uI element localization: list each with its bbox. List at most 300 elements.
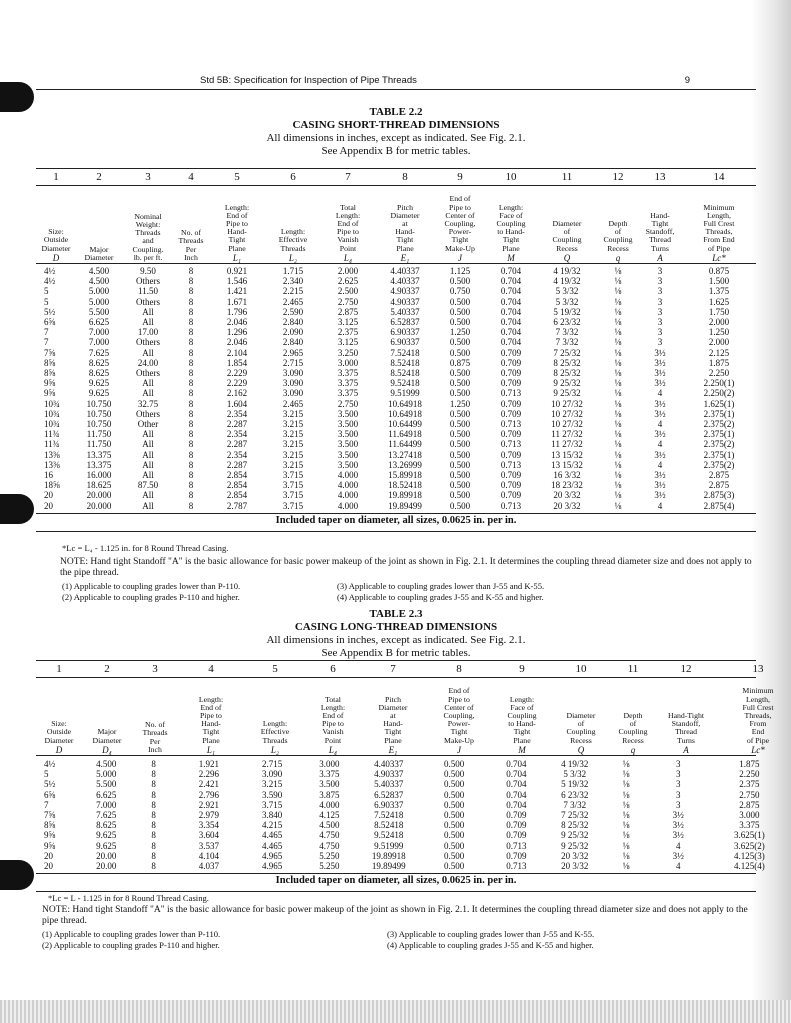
table-cell: 10¾ bbox=[44, 408, 60, 419]
table-cell: 1.421 bbox=[226, 286, 248, 297]
column-number: 13 bbox=[654, 171, 666, 183]
table-cell: 3.875 bbox=[319, 789, 340, 800]
table-cell: 6.90337 bbox=[374, 799, 404, 810]
table-cell: Others bbox=[136, 368, 160, 379]
table-cell: 0.875 bbox=[449, 357, 471, 368]
table-cell: 20 3/32 bbox=[553, 490, 581, 501]
table-cell: All bbox=[142, 347, 154, 358]
table-cell: 0.709 bbox=[506, 820, 527, 831]
table-cell: All bbox=[142, 388, 154, 399]
table-row bbox=[36, 429, 756, 439]
table-cell: ⅛ bbox=[614, 449, 622, 460]
table-2-2-metric-note: See Appendix B for metric tables. bbox=[321, 145, 471, 157]
table-cell: 1.750 bbox=[708, 306, 730, 317]
table-cell: 6 23/32 bbox=[561, 789, 589, 800]
table-cell: 4 bbox=[657, 459, 663, 470]
table-2-2-colnum-rule bbox=[36, 185, 756, 186]
table-cell: 16 bbox=[44, 470, 53, 481]
table-cell: 2.500 bbox=[337, 286, 359, 297]
table-cell: 2.840 bbox=[282, 317, 304, 328]
column-header-symbol: D bbox=[55, 744, 63, 755]
column-header-symbol: J bbox=[457, 252, 462, 263]
table-cell: 10 27/32 bbox=[551, 419, 583, 430]
table-cell: 2.287 bbox=[226, 459, 248, 470]
table-cell: 6.625 bbox=[96, 789, 117, 800]
table-cell: 2.921 bbox=[198, 799, 219, 810]
column-header-symbol: Q bbox=[577, 744, 585, 755]
table-cell: All bbox=[142, 429, 154, 440]
table-2-2-subtitle: All dimensions in inches, except as indicated. See Fig. 2.1. bbox=[266, 132, 526, 144]
table-cell: 2.375(1) bbox=[703, 408, 735, 419]
table-cell: 4.125 bbox=[319, 810, 340, 821]
table-cell: 4½ bbox=[44, 276, 56, 287]
table-2-2-footnote-3: (3) Applicable to coupling grades lower than J-55 and K-55. bbox=[337, 581, 545, 591]
column-header-symbol: L₁ bbox=[232, 252, 242, 263]
table-cell: 3½ bbox=[654, 378, 666, 389]
table-cell: 7 bbox=[44, 327, 49, 338]
column-header bbox=[566, 712, 595, 754]
table-cell: 0.704 bbox=[500, 337, 522, 348]
table-row bbox=[36, 388, 756, 398]
table-cell: 5.000 bbox=[88, 286, 110, 297]
table-cell: 11.64499 bbox=[388, 439, 422, 450]
table-cell: 0.500 bbox=[449, 439, 471, 450]
table-cell: 3.500 bbox=[337, 459, 359, 470]
table-cell: 0.500 bbox=[443, 850, 465, 861]
table-cell: 8 bbox=[151, 830, 156, 841]
table-cell: 8 bbox=[188, 327, 194, 338]
table-cell: 1.875 bbox=[708, 357, 730, 368]
column-number: 11 bbox=[627, 663, 639, 675]
table-2-3-colnum-rule bbox=[36, 677, 756, 678]
table-row bbox=[36, 460, 756, 470]
table-row bbox=[36, 348, 756, 358]
table-cell: 20.00 bbox=[96, 861, 117, 872]
table-row bbox=[36, 501, 756, 511]
table-cell: 0.704 bbox=[506, 769, 527, 780]
table-cell: 2.750 bbox=[337, 296, 359, 307]
table-cell: 0.709 bbox=[500, 398, 522, 409]
table-cell: 3.715 bbox=[282, 490, 304, 501]
table-cell: 0.500 bbox=[443, 769, 465, 780]
table-cell: 2.375(2) bbox=[703, 459, 735, 470]
column-header bbox=[646, 212, 675, 262]
table-cell: 4.000 bbox=[319, 799, 340, 810]
table-2-2-label: TABLE 2.2 bbox=[369, 106, 423, 118]
column-header bbox=[703, 204, 734, 262]
table-cell: 10 27/32 bbox=[551, 398, 583, 409]
column-number: 3 bbox=[145, 171, 151, 183]
table-cell: 0.709 bbox=[500, 490, 522, 501]
table-cell: 3.090 bbox=[282, 368, 304, 379]
table-cell: 4.037 bbox=[198, 861, 219, 872]
table-cell: 0.500 bbox=[449, 347, 471, 358]
column-header-text: Hand- Tight Standoff, Thread Turns bbox=[645, 210, 675, 253]
column-header-symbol: L₄ bbox=[328, 744, 338, 755]
table-cell: 2.750 bbox=[337, 398, 359, 409]
table-cell: 6.625 bbox=[88, 317, 110, 328]
table-2-2-top-rule bbox=[36, 168, 756, 169]
table-2-3-footnote-4: (4) Applicable to coupling grades J-55 and K-55 and higher. bbox=[387, 940, 594, 950]
column-header-text: Depth of Coupling Recess bbox=[618, 710, 648, 745]
table-row bbox=[36, 769, 791, 779]
table-cell: 8 25/32 bbox=[553, 368, 581, 379]
table-cell: 4.000 bbox=[337, 500, 359, 511]
table-cell: 0.500 bbox=[449, 306, 471, 317]
column-header bbox=[92, 728, 121, 754]
column-header-text: End of Pipe to Center of Coupling, Power- Tight Make-Up bbox=[443, 686, 475, 745]
page-number: 9 bbox=[684, 75, 690, 86]
table-row bbox=[36, 276, 756, 286]
column-number: 3 bbox=[152, 663, 158, 675]
table-cell: 0.709 bbox=[500, 470, 522, 481]
table-cell: 3.354 bbox=[198, 820, 219, 831]
table-cell: 0.500 bbox=[449, 276, 471, 287]
table-cell: ⅛ bbox=[614, 388, 622, 399]
column-header bbox=[668, 712, 704, 754]
table-cell: 3.715 bbox=[261, 799, 283, 810]
column-header bbox=[321, 696, 345, 754]
table-cell: 0.709 bbox=[500, 368, 522, 379]
table-cell: 2.750 bbox=[739, 789, 760, 800]
table-cell: ⅛ bbox=[622, 850, 630, 861]
table-2-2-header-row bbox=[36, 188, 756, 262]
table-cell: 9 25/32 bbox=[561, 830, 589, 841]
table-cell: 2.375(1) bbox=[703, 449, 735, 460]
column-header-text: Total Length: End of Pipe to Vanish Point bbox=[320, 694, 346, 745]
table-cell: ⅛ bbox=[614, 306, 622, 317]
table-cell: 4.000 bbox=[337, 490, 359, 501]
table-cell: 20 3/32 bbox=[553, 500, 581, 511]
table-cell: 3 bbox=[657, 296, 663, 307]
column-header bbox=[444, 687, 475, 754]
table-cell: 19.89499 bbox=[388, 500, 422, 511]
table-cell: 20.000 bbox=[86, 500, 112, 511]
table-cell: 0.500 bbox=[449, 480, 471, 491]
table-2-2-header-rule bbox=[36, 263, 756, 264]
table-cell: 0.750 bbox=[449, 286, 471, 297]
column-header bbox=[133, 213, 164, 262]
table-cell: ⅛ bbox=[614, 408, 622, 419]
table-cell: 0.713 bbox=[500, 459, 522, 470]
column-header-symbol: q bbox=[615, 252, 621, 263]
table-2-3-top-rule bbox=[36, 660, 756, 661]
column-header-text: Length: End of Pipe to Hand- Tight Plane bbox=[198, 694, 224, 745]
table-cell: 3½ bbox=[654, 429, 666, 440]
table-cell: 0.704 bbox=[500, 286, 522, 297]
table-cell: 9.52418 bbox=[374, 830, 404, 841]
table-cell: 8 bbox=[188, 337, 194, 348]
column-header-symbol: D bbox=[52, 252, 60, 263]
table-cell: 0.709 bbox=[506, 850, 527, 861]
table-cell: 4.125(3) bbox=[734, 850, 765, 861]
table-cell: Other bbox=[137, 419, 159, 430]
table-row bbox=[36, 378, 756, 388]
table-cell: 3 bbox=[657, 276, 663, 287]
table-cell: ⅛ bbox=[614, 480, 622, 491]
table-cell: 8 bbox=[188, 429, 194, 440]
table-cell: 2.375 bbox=[739, 779, 760, 790]
table-cell: 5.250 bbox=[319, 850, 340, 861]
column-header bbox=[496, 204, 525, 262]
table-2-2-heading bbox=[36, 106, 756, 158]
table-row bbox=[36, 810, 791, 820]
table-cell: 3.215 bbox=[282, 439, 304, 450]
page-header-title: Std 5B: Specification for Inspection of Pipe Threads bbox=[200, 75, 417, 86]
table-cell: 0.713 bbox=[500, 388, 522, 399]
table-cell: 0.500 bbox=[443, 810, 465, 821]
column-number: 9 bbox=[457, 171, 463, 183]
table-cell: 20 3/32 bbox=[561, 850, 589, 861]
table-cell: 7⅝ bbox=[44, 347, 56, 358]
table-cell: 8 bbox=[151, 759, 156, 769]
table-2-3-column-numbers bbox=[36, 662, 764, 678]
table-cell: 3½ bbox=[654, 408, 666, 419]
table-cell: 4 19/32 bbox=[553, 266, 581, 276]
table-cell: 11.64918 bbox=[388, 429, 422, 440]
table-cell: 2.375(2) bbox=[703, 439, 735, 450]
table-cell: 0.500 bbox=[443, 830, 465, 841]
table-cell: 11 27/32 bbox=[551, 429, 583, 440]
table-cell: 2.354 bbox=[226, 449, 248, 460]
table-cell: 2.250 bbox=[708, 368, 730, 379]
table-cell: ⅛ bbox=[614, 398, 622, 409]
table-cell: 3 bbox=[676, 769, 681, 780]
table-cell: 3½ bbox=[654, 480, 666, 491]
column-number: 6 bbox=[290, 171, 296, 183]
table-cell: 3½ bbox=[672, 850, 684, 861]
table-cell: 2.000 bbox=[708, 317, 730, 328]
column-header-symbol: M bbox=[507, 252, 515, 263]
table-cell: 3½ bbox=[654, 449, 666, 460]
table-cell: ⅛ bbox=[622, 861, 630, 872]
table-cell: 2.854 bbox=[226, 480, 248, 491]
table-cell: 3.375 bbox=[337, 388, 359, 399]
table-cell: 8 bbox=[151, 840, 156, 851]
table-cell: 7 25/32 bbox=[553, 347, 581, 358]
table-cell: 3.000 bbox=[319, 759, 340, 769]
table-cell: 3.215 bbox=[282, 449, 304, 460]
table-cell: 4 19/32 bbox=[553, 276, 581, 287]
table-cell: 2.421 bbox=[198, 779, 219, 790]
table-cell: 7.625 bbox=[96, 810, 117, 821]
table-cell: ⅛ bbox=[622, 820, 630, 831]
table-cell: 0.875 bbox=[708, 266, 730, 276]
table-row bbox=[36, 470, 756, 480]
table-cell: 3.090 bbox=[282, 378, 304, 389]
table-cell: 1.250 bbox=[449, 327, 471, 338]
table-cell: 7 3/32 bbox=[555, 337, 579, 348]
table-cell: 6.90337 bbox=[390, 327, 420, 338]
table-cell: 3 bbox=[657, 286, 663, 297]
table-cell: ⅛ bbox=[614, 337, 622, 348]
table-cell: ⅛ bbox=[614, 347, 622, 358]
table-cell: 6.90337 bbox=[390, 337, 420, 348]
table-row bbox=[36, 286, 756, 296]
table-cell: 0.704 bbox=[500, 327, 522, 338]
table-cell: 13 15/32 bbox=[551, 459, 583, 470]
table-2-2-taper-line: Included taper on diameter, all sizes, 0.0625 in. per in. bbox=[275, 515, 517, 526]
table-cell: All bbox=[142, 490, 154, 501]
table-cell: 3.090 bbox=[282, 388, 304, 399]
column-header-text: No. of Threads Per Inch bbox=[142, 720, 168, 754]
table-cell: 7.000 bbox=[88, 337, 110, 348]
column-number: 10 bbox=[575, 663, 587, 675]
table-cell: 0.713 bbox=[500, 500, 522, 511]
table-row bbox=[36, 779, 791, 789]
table-cell: 0.713 bbox=[506, 840, 527, 851]
column-header-text: Nominal Weight: Threads and Coupling. lb. per ft. bbox=[132, 211, 164, 262]
table-cell: ⅛ bbox=[622, 769, 630, 780]
table-cell: 2.250(2) bbox=[703, 388, 735, 399]
table-cell: 9⅝ bbox=[44, 830, 56, 841]
column-header bbox=[507, 696, 536, 754]
table-cell: 10 27/32 bbox=[551, 408, 583, 419]
table-2-2-footnote-1: (1) Applicable to coupling grades lower than P-110. bbox=[62, 581, 241, 591]
table-cell: 8 bbox=[188, 286, 194, 297]
table-cell: 2.250 bbox=[739, 769, 760, 780]
table-row bbox=[36, 297, 756, 307]
table-2-3-end-rule bbox=[36, 891, 756, 892]
table-cell: 20 bbox=[44, 500, 53, 511]
table-cell: 0.500 bbox=[443, 861, 465, 872]
table-cell: 9.625 bbox=[88, 388, 110, 399]
table-cell: 32.75 bbox=[137, 398, 159, 409]
column-number: 9 bbox=[519, 663, 525, 675]
table-row bbox=[36, 439, 756, 449]
column-number: 7 bbox=[390, 663, 396, 675]
table-row bbox=[36, 759, 791, 769]
table-cell: 0.500 bbox=[449, 408, 471, 419]
table-cell: ⅛ bbox=[622, 779, 630, 790]
table-cell: 7.000 bbox=[96, 799, 117, 810]
table-cell: 9 25/32 bbox=[553, 388, 581, 399]
table-cell: 2.979 bbox=[198, 810, 219, 821]
column-header-text: Length: Face of Coupling to Hand- Tight Plane bbox=[496, 202, 526, 253]
column-header bbox=[261, 720, 289, 754]
column-header-text: Minimum Length, Full Crest Threads, From End of Pipe bbox=[742, 686, 774, 745]
table-cell: 0.709 bbox=[500, 347, 522, 358]
table-cell: 8 bbox=[188, 317, 194, 328]
table-cell: 8 bbox=[151, 820, 156, 831]
table-row bbox=[36, 307, 756, 317]
table-cell: 8 bbox=[151, 861, 156, 872]
table-cell: ⅛ bbox=[614, 459, 622, 470]
column-number: 12 bbox=[612, 171, 624, 183]
table-cell: 8.52418 bbox=[390, 357, 420, 368]
table-cell: 9.625 bbox=[96, 830, 117, 841]
table-cell: 0.500 bbox=[449, 500, 471, 511]
table-cell: ⅛ bbox=[614, 296, 622, 307]
column-number: 12 bbox=[680, 663, 692, 675]
table-cell: 4 bbox=[657, 500, 663, 511]
table-cell: 2.840 bbox=[282, 337, 304, 348]
table-row bbox=[36, 800, 791, 810]
table-cell: Others bbox=[136, 276, 160, 287]
table-cell: 15.89918 bbox=[388, 470, 422, 481]
table-cell: 4.465 bbox=[261, 830, 283, 841]
table-cell: 2.715 bbox=[261, 759, 283, 769]
table-cell: 3.604 bbox=[198, 830, 219, 841]
table-cell: 11 27/32 bbox=[551, 439, 583, 450]
table-cell: 3½ bbox=[654, 398, 666, 409]
table-cell: ⅛ bbox=[614, 317, 622, 328]
table-cell: 6 23/32 bbox=[553, 317, 581, 328]
column-header-symbol: L₁ bbox=[206, 744, 216, 755]
table-cell: 0.500 bbox=[449, 459, 471, 470]
table-cell: 2.046 bbox=[226, 317, 248, 328]
table-cell: 6⅝ bbox=[44, 789, 56, 800]
table-cell: 8.52418 bbox=[374, 820, 404, 831]
column-header-symbol: L₄ bbox=[343, 252, 353, 263]
table-cell: 4.90337 bbox=[374, 769, 404, 780]
table-cell: 8 bbox=[188, 347, 194, 358]
table-cell: 0.500 bbox=[449, 490, 471, 501]
table-row bbox=[36, 368, 756, 378]
table-cell: 7 bbox=[44, 799, 49, 810]
column-number: 10 bbox=[505, 171, 517, 183]
table-cell: 8 bbox=[151, 779, 156, 790]
table-cell: 0.500 bbox=[443, 840, 465, 851]
table-2-2-title: CASING SHORT-THREAD DIMENSIONS bbox=[292, 119, 500, 131]
column-header bbox=[225, 204, 249, 262]
table-cell: 2.000 bbox=[337, 266, 359, 276]
table-cell: 0.500 bbox=[449, 429, 471, 440]
table-2-3-subtitle: All dimensions in inches, except as indicated. See Fig. 2.1. bbox=[266, 634, 526, 646]
table-cell: 2.796 bbox=[198, 789, 219, 800]
table-cell: 13.26999 bbox=[388, 459, 422, 470]
table-cell: 0.713 bbox=[500, 439, 522, 450]
table-cell: 4 bbox=[676, 840, 681, 851]
table-cell: 0.704 bbox=[500, 276, 522, 287]
table-cell: 0.704 bbox=[500, 306, 522, 317]
table-cell: 1.625 bbox=[708, 296, 730, 307]
table-cell: 0.500 bbox=[449, 337, 471, 348]
table-cell: ⅛ bbox=[614, 378, 622, 389]
table-cell: 3.715 bbox=[282, 480, 304, 491]
table-cell: 1.921 bbox=[198, 759, 219, 769]
column-header bbox=[378, 696, 407, 754]
table-cell: 2.875 bbox=[708, 470, 730, 481]
table-cell: 4.40337 bbox=[374, 759, 404, 769]
table-cell: ⅛ bbox=[614, 276, 622, 287]
table-cell: 2.854 bbox=[226, 470, 248, 481]
table-cell: 4.465 bbox=[261, 840, 283, 851]
table-cell: 8 bbox=[188, 266, 194, 276]
table-cell: 5 3/32 bbox=[555, 286, 579, 297]
table-row bbox=[36, 861, 791, 871]
table-cell: All bbox=[142, 378, 154, 389]
table-cell: 11.750 bbox=[86, 439, 112, 450]
table-cell: 7.52418 bbox=[390, 347, 420, 358]
table-cell: 8 25/32 bbox=[561, 820, 589, 831]
table-cell: 5½ bbox=[44, 779, 56, 790]
column-header bbox=[199, 696, 223, 754]
table-cell: 13.27418 bbox=[388, 449, 422, 460]
table-2-2-lc-note: *Lc = L₄ - 1.125 in. for 8 Round Thread Casing. bbox=[62, 543, 229, 553]
table-cell: 11.50 bbox=[138, 286, 158, 297]
column-header-text: End of Pipe to Center of Coupling, Power- Tight Make-Up bbox=[444, 194, 476, 253]
table-cell: 1.604 bbox=[226, 398, 248, 409]
table-cell: 3.625(1) bbox=[734, 830, 765, 841]
table-cell: 5.500 bbox=[88, 306, 110, 317]
column-header-text: Depth of Coupling Recess bbox=[603, 218, 633, 253]
table-cell: 4.40337 bbox=[390, 266, 420, 276]
column-number: 11 bbox=[561, 171, 573, 183]
table-cell: 13 15/32 bbox=[551, 449, 583, 460]
table-cell: 8 bbox=[188, 276, 194, 287]
table-cell: 0.500 bbox=[443, 779, 465, 790]
